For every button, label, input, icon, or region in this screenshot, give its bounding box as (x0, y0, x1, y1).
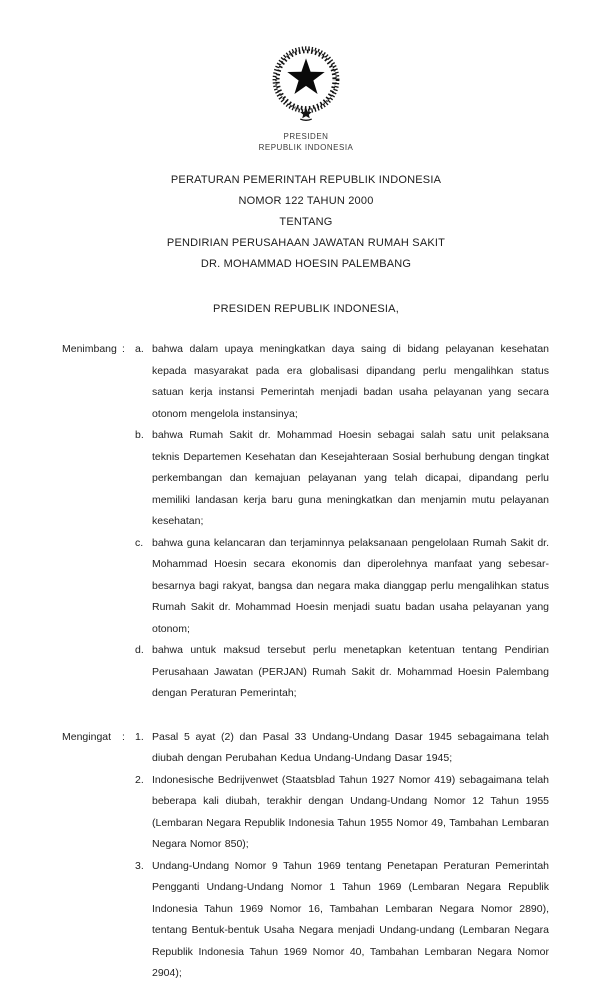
item-text: bahwa dalam upaya meningkatkan daya saing di bidang pelayanan kesehatan kepada masyarakat pada era globalisasi dipandang perlu mengalihkan status satuan kerja instansi Pemerintah menjadi badan usaha pelayanan yang secara otonom mengelola instansinya; (152, 343, 549, 420)
section-label: Menimbang (62, 343, 117, 355)
section-label: Mengingat (62, 730, 112, 743)
title-line-2: NOMOR 122 TAHUN 2000 (238, 195, 374, 207)
title-line-5: DR. MOHAMMAD HOESIN PALEMBANG (200, 258, 412, 270)
section-items (135, 727, 549, 985)
item-marker: d. (135, 644, 144, 656)
document-header (0, 0, 612, 153)
item-text: bahwa untuk maksud tersebut perlu menetapkan ketentuan tentang Pendirian Perusahaan Jawatan (PERJAN) Rumah Sakit dr. Mohammad Hoesin Palembang dengan Peraturan Pemerintah; (152, 644, 549, 699)
title-line-4: PENDIRIAN PERUSAHAAN JAWATAN RUMAH SAKIT (166, 237, 446, 249)
item-text: Undang-Undang Nomor 9 Tahun 1969 tentang Penetapan Peraturan Pemerintah Pengganti Undang-Undang Nomor 1 Tahun 1969 (Lembaran Negara Republik Indonesia Tahun 1969 Nomor 16, Tambahan Lembaran Negara Nomor 2890), tentang Bentuk-bentuk Usaha Negara menjadi Undang-undang (Lembaran Negara Republik Indonesia Tahun 1969 Nomor 40, Tambahan Lembaran Negara Nomor 2904); (152, 859, 549, 979)
list-item (135, 339, 549, 425)
section-mengingat (62, 727, 549, 985)
item-marker: 2. (135, 773, 144, 786)
list-item (135, 640, 549, 705)
section-colon: : (122, 343, 125, 355)
section-items (135, 339, 549, 705)
item-marker: b. (135, 429, 144, 441)
list-item (135, 856, 549, 985)
org-line-republik: REPUBLIK INDONESIA (258, 142, 354, 152)
list-item (135, 533, 549, 641)
item-marker: c. (135, 536, 144, 549)
presidential-seal-icon (265, 40, 347, 126)
document-body (0, 339, 612, 985)
title-line-1: PERATURAN PEMERINTAH REPUBLIK INDONESIA (170, 174, 442, 186)
title-line-3: TENTANG (279, 216, 333, 228)
list-item (135, 425, 549, 533)
item-marker: a. (135, 343, 144, 355)
org-name (0, 132, 612, 153)
item-text: bahwa guna kelancaran dan terjaminnya pelaksanaan pengelolaan Rumah Sakit dr. Mohammad Hoesin secara ekonomis dan diperolehnya manfaat yang sebesar-besarnya bagi rakyat, bangsa dan negara maka dianggap perlu mengalihkan status Rumah Sakit dr. Mohammad Hoesin menjadi suatu badan usaha pelayanan yang otonom; (152, 536, 549, 635)
list-item (135, 770, 549, 856)
section-colon: : (122, 730, 125, 743)
regulation-title (0, 170, 612, 275)
list-item (135, 727, 549, 770)
salutation: PRESIDEN REPUBLIK INDONESIA, (213, 303, 399, 315)
item-text: Pasal 5 ayat (2) dan Pasal 33 Undang-Undang Dasar 1945 sebagaimana telah diubah dengan Perubahan Kedua Undang-Undang Dasar 1945; (152, 730, 549, 764)
item-marker: 3. (135, 859, 144, 872)
org-line-presiden: PRESIDEN (283, 132, 329, 141)
item-text: Indonesische Bedrijvenwet (Staatsblad Tahun 1927 Nomor 419) sebagaimana telah beberapa kali diubah, terakhir dengan Undang-Undang Nomor 12 Tahun 1955 (Lembaran Negara Republik Indonesia Tahun 1955 Nomor 49, Tambahan Lembaran Negara Nomor 850); (152, 773, 549, 850)
section-menimbang (62, 339, 549, 705)
item-text: bahwa Rumah Sakit dr. Mohammad Hoesin sebagai salah satu unit pelaksana teknis Departemen Kesehatan dan Kesejahteraan Sosial berhubung dengan tingkat perkembangan dan kemajuan pelayanan yang telah dicapai, dipandang perlu memiliki landasan kerja baru guna meningkatkan dan menjamin mutu pelayanan kesehatan; (152, 429, 549, 527)
item-marker: 1. (135, 730, 144, 743)
